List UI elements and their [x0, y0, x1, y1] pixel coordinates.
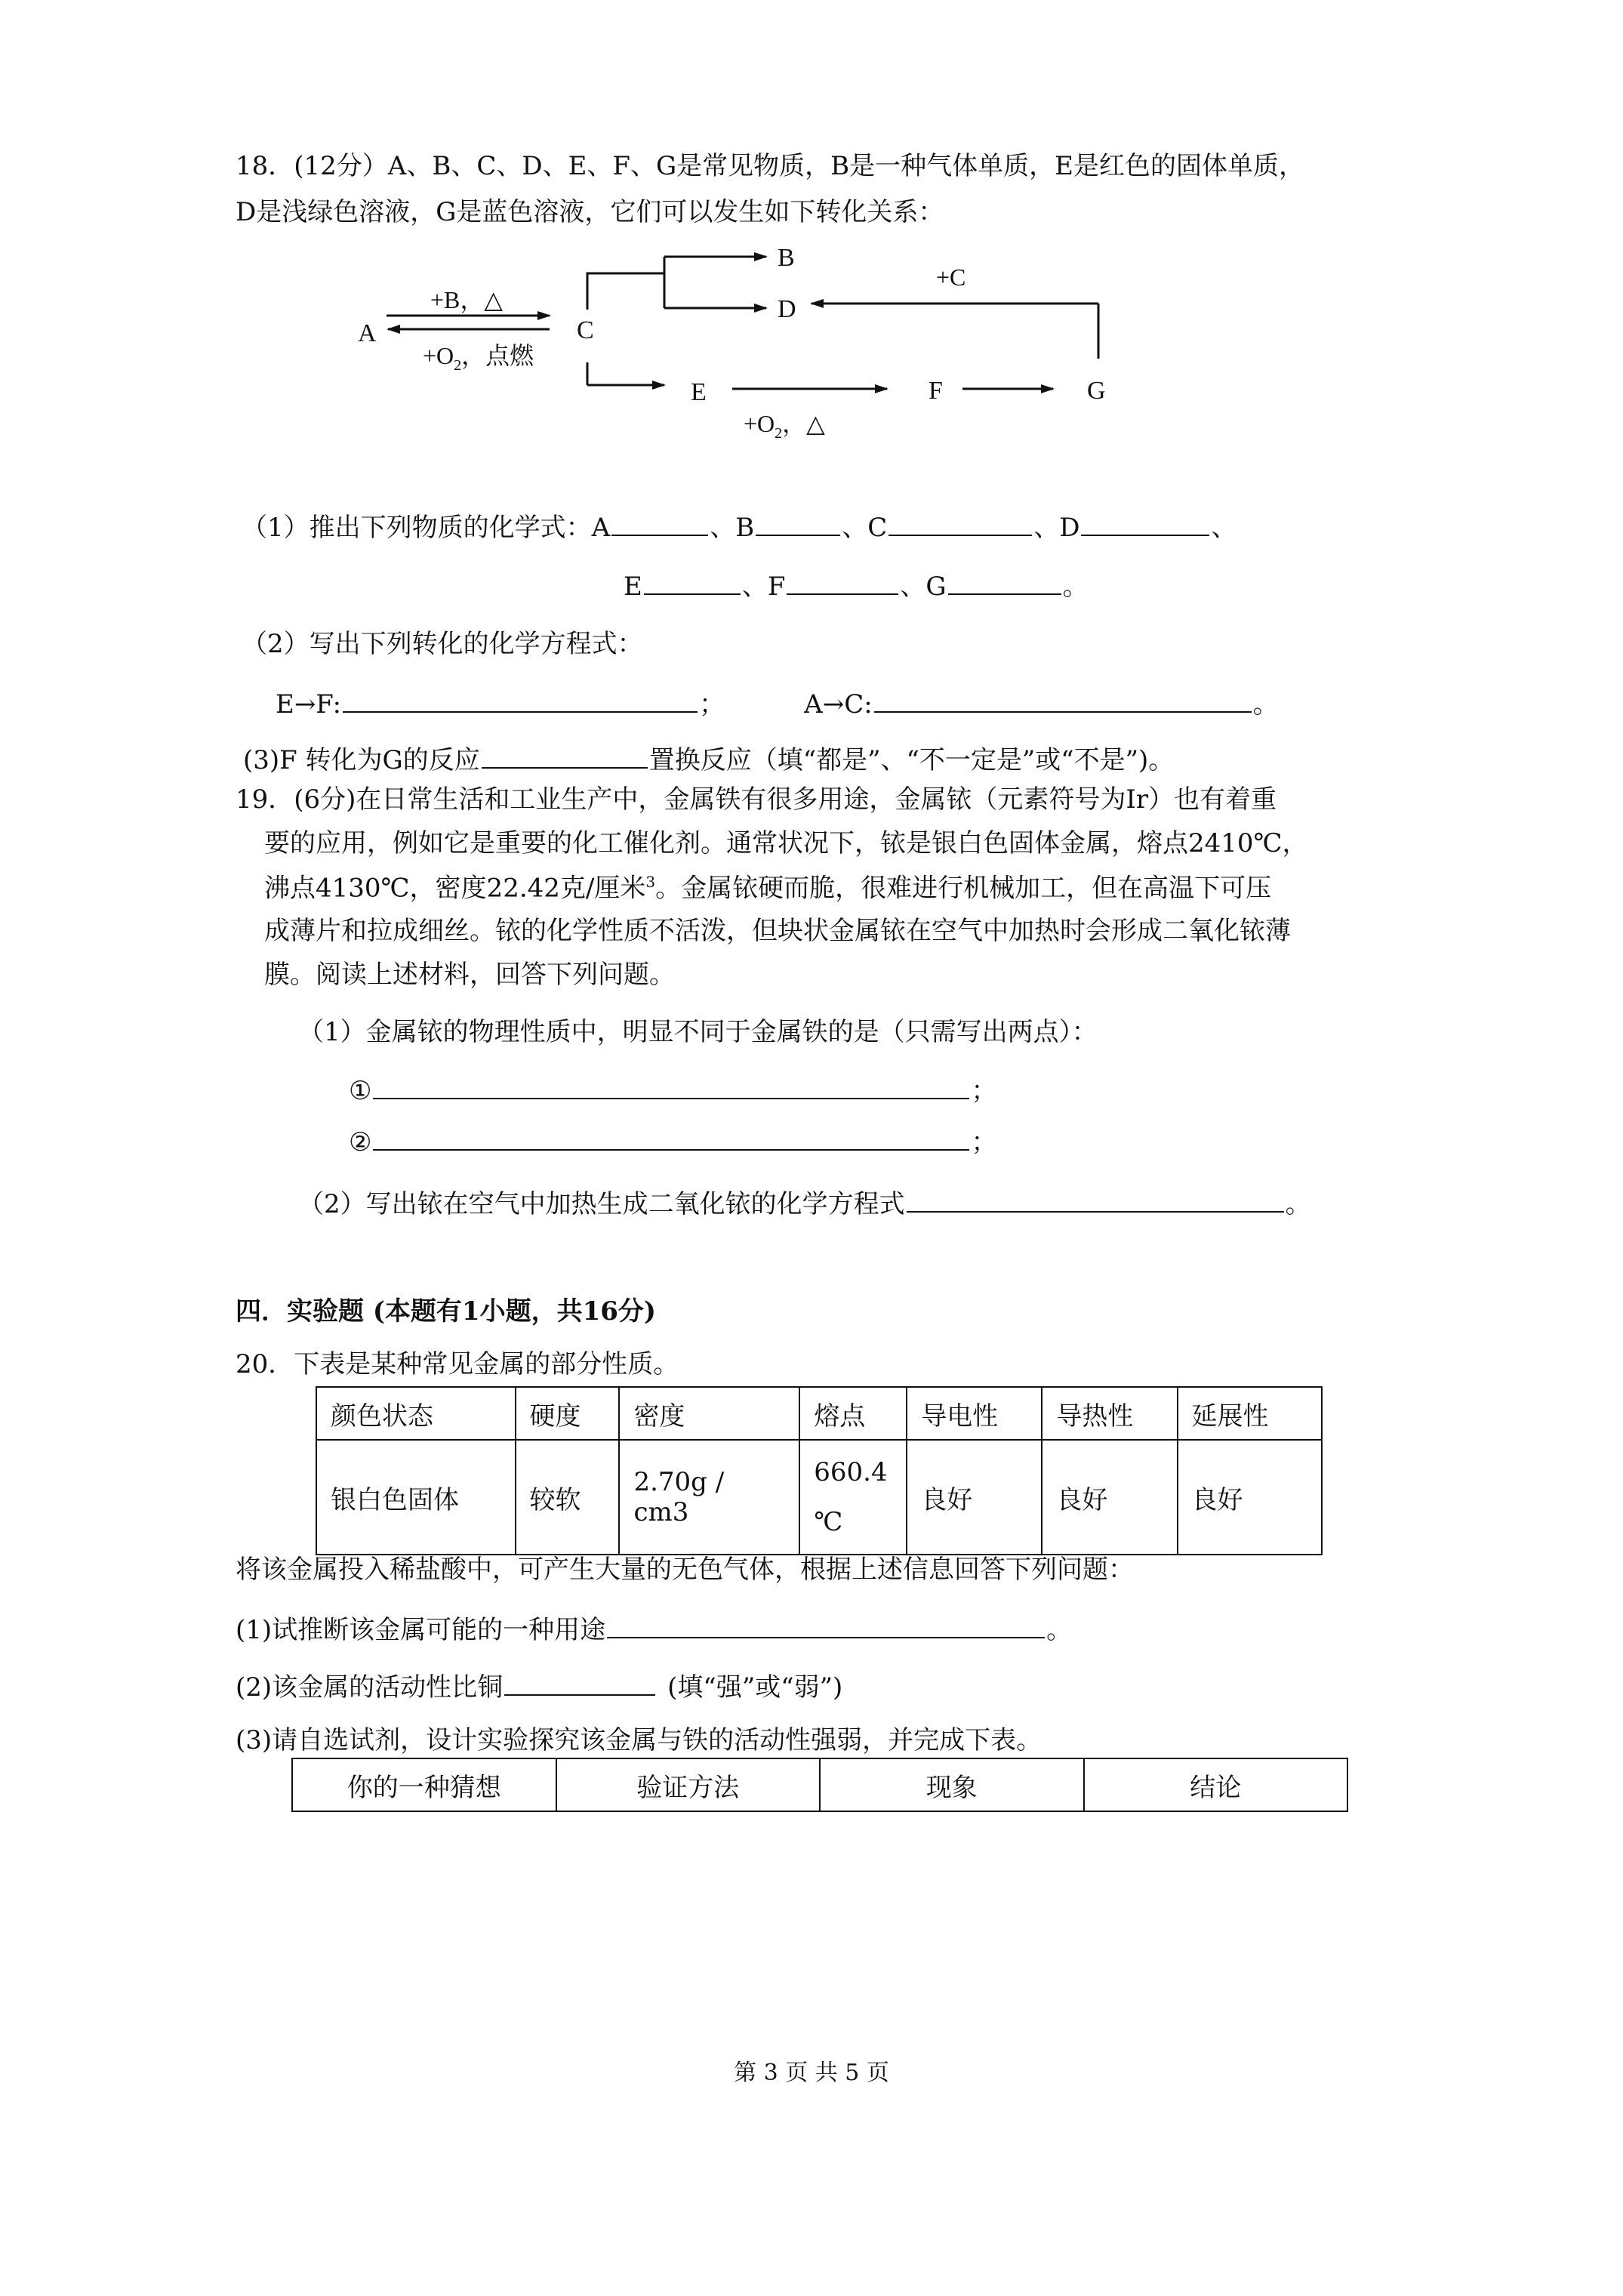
- blank-property-2[interactable]: [373, 1126, 969, 1151]
- q18-part1-line1: [242, 512, 1236, 541]
- q18-part2-label: （2）写出下列转化的化学方程式：: [242, 629, 643, 659]
- q19-line1: 19．(6分)在日常生活和工业生产中，金属铁有很多用途，金属铱（元素符号为Ir）也有着重: [236, 784, 1277, 815]
- melting-unit: ℃: [814, 1507, 843, 1537]
- q18-reaction-diagram: [347, 234, 1147, 453]
- blank-f-to-g-type[interactable]: [482, 744, 648, 769]
- label-g: 、G: [900, 572, 947, 602]
- experiment-table: [291, 1758, 1348, 1812]
- label-d: 、D: [1033, 513, 1080, 543]
- table-header-row: [316, 1387, 1322, 1440]
- q19-item2: [349, 1126, 996, 1155]
- semicolon: ；: [971, 1127, 997, 1157]
- blank-iridium-equation[interactable]: [907, 1188, 1284, 1213]
- q19-p2-text: （2）写出铱在空气中加热生成二氧化铱的化学方程式: [298, 1189, 905, 1219]
- q19-item1: [349, 1075, 996, 1104]
- q19-line3: [264, 873, 1272, 904]
- blank-b[interactable]: [756, 512, 840, 536]
- blank-e[interactable]: [644, 571, 741, 595]
- melting-value: 660.4: [814, 1457, 888, 1487]
- node-c: C: [577, 316, 594, 344]
- q19-line3-pre: 沸点4130℃，密度22.42克/厘米: [264, 873, 646, 904]
- experiment-header: 结论: [1084, 1758, 1348, 1811]
- label-b: 、B: [710, 513, 755, 543]
- q18-p3-prefix: (3)F 转化为G的反应: [243, 745, 480, 775]
- table-cell: 较软: [516, 1440, 620, 1555]
- q18-intro-line1: 18．(12分）A、B、C、D、E、F、G是常见物质，B是一种气体单质，E是红色的固体单质，: [236, 151, 1304, 181]
- node-a: A: [358, 319, 377, 347]
- q20-p2-text: (2)该金属的活动性比铜: [236, 1672, 504, 1703]
- blank-a-to-c-equation[interactable]: [874, 689, 1252, 713]
- table-header: 熔点: [799, 1387, 907, 1440]
- table-cell-melting-point: [799, 1440, 907, 1555]
- experiment-header: 验证方法: [556, 1758, 821, 1811]
- circled-2: ②: [349, 1127, 372, 1157]
- period: 。: [1285, 1189, 1311, 1219]
- node-b: B: [778, 244, 795, 272]
- blank-e-to-f-equation[interactable]: [343, 689, 698, 713]
- section-4-title: 四．实验题 (本题有1小题，共16分): [236, 1296, 656, 1327]
- blank-activity[interactable]: [504, 1672, 655, 1696]
- sep: 、: [1211, 513, 1237, 543]
- cond-g-to-d: +C: [936, 264, 966, 291]
- q20-p2-suffix: (填“强”或“弱”): [667, 1672, 843, 1703]
- cond-c-to-a: $+O_2$，点燃: [423, 342, 534, 374]
- q19-line3-post: 。金属铱硬而脆，很难进行机械加工，但在高温下可压: [655, 873, 1272, 904]
- blank-property-1[interactable]: [373, 1075, 969, 1099]
- metal-properties-table: [316, 1386, 1323, 1555]
- experiment-header: 你的一种猜想: [292, 1758, 556, 1811]
- period: 。: [1062, 572, 1089, 602]
- blank-c[interactable]: [888, 512, 1032, 536]
- q20-intro: 20．下表是某种常见金属的部分性质。: [236, 1349, 679, 1379]
- table-header: 密度: [619, 1387, 799, 1440]
- label-a-to-c: A→C:: [804, 689, 873, 720]
- label-a: A: [591, 513, 611, 543]
- q20-p1-text: (1)试推断该金属可能的一种用途: [236, 1615, 606, 1645]
- q18-intro-line2: D是浅绿色溶液，G是蓝色溶液，它们可以发生如下转化关系：: [236, 197, 944, 227]
- period: 。: [1046, 1615, 1073, 1645]
- table-cell: 2.70g / cm3: [619, 1440, 799, 1555]
- table-cell: 良好: [1178, 1440, 1322, 1555]
- q19-part1: （1）金属铱的物理性质中，明显不同于金属铁的是（只需写出两点）：: [298, 1017, 1098, 1047]
- q18-p3-suffix: 置换反应（填“都是”、“不一定是”或“不是”)。: [648, 745, 1175, 775]
- table-header: 延展性: [1178, 1387, 1322, 1440]
- table-cell: 银白色固体: [316, 1440, 516, 1555]
- semicolon: ；: [699, 689, 725, 720]
- experiment-header-row: [292, 1758, 1347, 1811]
- label-e: E: [624, 572, 642, 602]
- page-footer: 第 3 页 共 5 页: [734, 2060, 889, 2086]
- table-row: [316, 1440, 1322, 1555]
- label-f: 、F: [741, 572, 786, 602]
- q20-part1: [236, 1614, 1072, 1643]
- table-cell: 良好: [1042, 1440, 1177, 1555]
- period: 。: [1252, 689, 1279, 720]
- q19-part2: [298, 1188, 1311, 1217]
- q18-part2-line: [276, 689, 1279, 720]
- semicolon: ；: [971, 1076, 997, 1106]
- experiment-header: 现象: [820, 1758, 1084, 1811]
- q18-part3: [243, 744, 1174, 773]
- cond-e-to-f: $+O_2$，△: [744, 410, 825, 442]
- table-cell: 良好: [907, 1440, 1042, 1555]
- blank-d[interactable]: [1081, 512, 1209, 536]
- blank-metal-use[interactable]: [607, 1614, 1045, 1638]
- label-e-to-f: E→F:: [276, 689, 342, 720]
- table-header: 导电性: [907, 1387, 1042, 1440]
- q19-line4: 成薄片和拉成细丝。铱的化学性质不活泼，但块状金属铱在空气中加热时会形成二氧化铱薄: [264, 916, 1291, 946]
- node-f: F: [929, 377, 943, 405]
- q18-part1-line2: [624, 571, 1089, 602]
- q19-line5: 膜。阅读上述材料，回答下列问题。: [264, 960, 675, 990]
- label-c: 、C: [842, 513, 888, 543]
- q20-text: 将该金属投入稀盐酸中，可产生大量的无色气体，根据上述信息回答下列问题：: [236, 1555, 1134, 1585]
- q19-line2: 要的应用，例如它是重要的化工催化剂。通常状况下，铱是银白色固体金属，熔点2410℃，: [264, 828, 1308, 858]
- node-e: E: [691, 378, 707, 406]
- q18-p1-label: （1）推出下列物质的化学式：: [242, 513, 592, 543]
- table-header: 导热性: [1042, 1387, 1177, 1440]
- node-g: G: [1087, 377, 1106, 405]
- node-d: D: [778, 295, 796, 323]
- q20-part2: [236, 1672, 843, 1703]
- superscript-3: 3: [645, 873, 656, 891]
- branch-c-up: [587, 273, 664, 310]
- table-header: 硬度: [516, 1387, 620, 1440]
- cond-a-to-c: +B，△: [430, 286, 504, 313]
- blank-f[interactable]: [787, 571, 898, 595]
- q20-part3: (3)请自选试剂，设计实验探究该金属与铁的活动性强弱，并完成下表。: [236, 1725, 1042, 1755]
- blank-a[interactable]: [611, 512, 708, 536]
- blank-g[interactable]: [948, 571, 1061, 595]
- table-header: 颜色状态: [316, 1387, 516, 1440]
- circled-1: ①: [349, 1076, 372, 1106]
